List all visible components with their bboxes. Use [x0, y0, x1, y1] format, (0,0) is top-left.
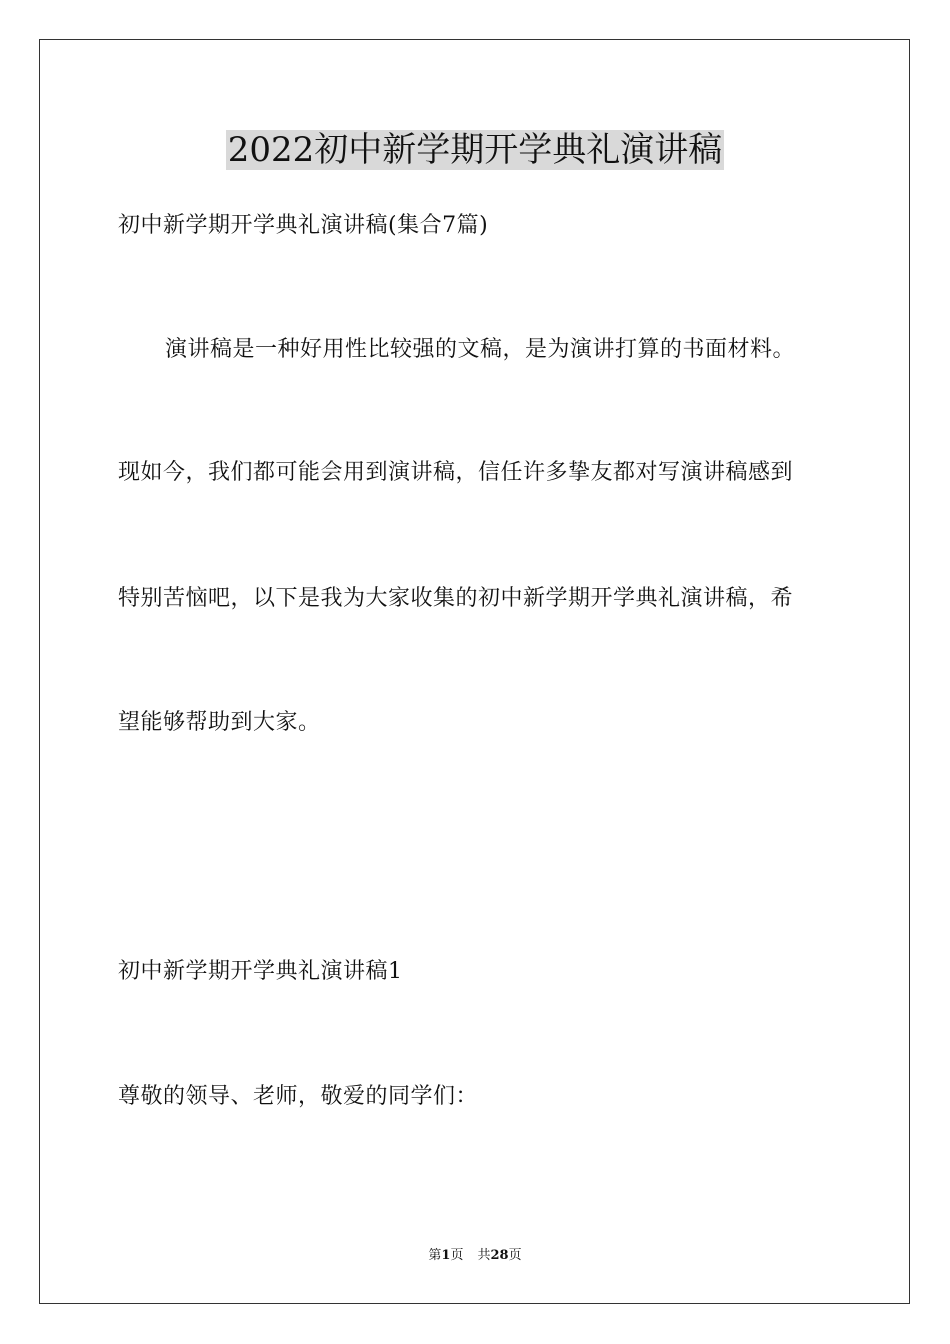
intro-paragraph-line-4: 望能够帮助到大家。 [118, 710, 321, 735]
section-heading: 初中新学期开学典礼演讲稿1 [118, 959, 403, 984]
footer-page-prefix: 第 [428, 1248, 442, 1263]
document-subtitle: 初中新学期开学典礼演讲稿(集合7篇) [118, 213, 489, 238]
footer-total-prefix: 共 [477, 1248, 491, 1263]
intro-paragraph-line-2: 现如今，我们都可能会用到演讲稿，信任许多挚友都对写演讲稿感到 [118, 460, 794, 485]
footer-page-suffix: 页 [450, 1248, 464, 1263]
intro-paragraph-line-1: 演讲稿是一种好用性比较强的文稿，是为演讲打算的书面材料。 [165, 337, 796, 362]
page-footer [0, 1247, 950, 1265]
intro-paragraph-line-3: 特别苦恼吧，以下是我为大家收集的初中新学期开学典礼演讲稿，希 [118, 586, 794, 611]
footer-total-suffix: 页 [508, 1248, 522, 1263]
document-title-text: 2022初中新学期开学典礼演讲稿 [227, 130, 723, 170]
footer-page-number: 1 [441, 1248, 451, 1263]
greeting-line: 尊敬的领导、老师，敬爱的同学们： [118, 1084, 479, 1109]
document-title [0, 128, 950, 172]
footer-total-pages: 28 [490, 1248, 509, 1263]
